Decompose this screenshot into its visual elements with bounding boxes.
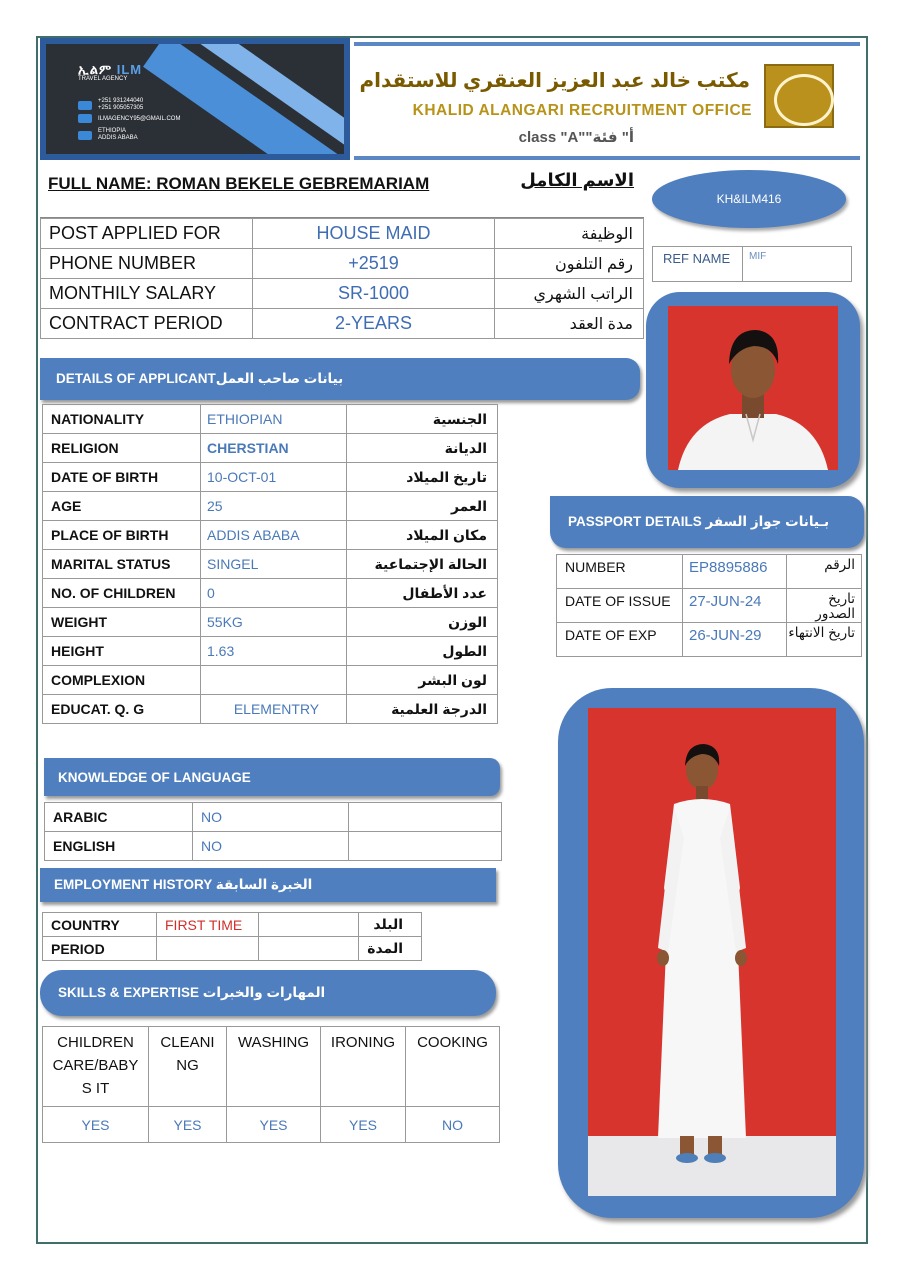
- agency-card: [40, 38, 350, 160]
- table-row: [43, 521, 498, 550]
- table-row: [45, 803, 502, 832]
- portrait-photo-frame: [646, 292, 860, 488]
- phone-label: PHONE NUMBER: [41, 249, 253, 279]
- salary-value: SR-1000: [253, 279, 495, 309]
- detail-value: 10-OCT-01: [201, 463, 347, 492]
- passport-number-label: NUMBER: [557, 555, 683, 589]
- ref-name-value: MIF: [749, 251, 767, 262]
- ref-name-label: REF NAME: [653, 247, 743, 281]
- agency-email: ILMAGENCY95@GMAIL.COM: [78, 114, 180, 123]
- table-row: [43, 937, 422, 961]
- table-row: [45, 832, 502, 861]
- office-name-arabic: مكتب خالد عبد العزيز العنقري للاستقدام: [359, 70, 750, 92]
- issue-date-label: DATE OF ISSUE: [557, 589, 683, 623]
- detail-value: 1.63: [201, 637, 347, 666]
- language-table: [44, 802, 502, 861]
- empty-cell: [349, 832, 502, 861]
- skills-section-header: SKILLS & EXPERTISE المهارات والخبرات: [40, 970, 496, 1016]
- contract-label: CONTRACT PERIOD: [41, 309, 253, 339]
- detail-label-ar: مكان الميلاد: [347, 521, 498, 550]
- full-name-arabic-label: الاسم الكامل: [520, 170, 634, 190]
- passport-table: [556, 554, 862, 657]
- language-section-header: KNOWLEDGE OF LANGUAGE: [44, 758, 500, 796]
- table-row: [43, 463, 498, 492]
- phone-label-ar: رقم التلفون: [495, 249, 644, 279]
- table-row: [557, 623, 862, 657]
- agency-logo: ኢልም ILM: [78, 62, 143, 77]
- office-logo: [764, 64, 834, 128]
- full-body-photo: [588, 708, 836, 1196]
- table-row: [43, 434, 498, 463]
- country-label: COUNTRY: [43, 913, 157, 937]
- expiry-date-value: 26-JUN-29: [683, 623, 787, 657]
- detail-value: 25: [201, 492, 347, 521]
- detail-label-ar: الدرجة العلمية: [347, 695, 498, 724]
- skill-value: YES: [43, 1107, 149, 1143]
- employment-table: [42, 912, 422, 961]
- table-row: [43, 579, 498, 608]
- detail-label-ar: الجنسية: [347, 405, 498, 434]
- ref-name-box: [652, 246, 852, 282]
- detail-label-ar: لون البشر: [347, 666, 498, 695]
- period-label: PERIOD: [43, 937, 157, 961]
- full-body-photo-frame: [558, 688, 864, 1218]
- table-row: [41, 309, 644, 339]
- table-row: [43, 666, 498, 695]
- skill-value: YES: [149, 1107, 227, 1143]
- passport-number-value: EP8895886: [683, 555, 787, 589]
- table-row: [43, 913, 422, 937]
- skill-name: CLEANI NG: [149, 1027, 227, 1107]
- table-row: [41, 219, 644, 249]
- issue-date-value: 27-JUN-24: [683, 589, 787, 623]
- applicant-details-table: [42, 404, 498, 724]
- phone-value: +2519: [253, 249, 495, 279]
- detail-value: SINGEL: [201, 550, 347, 579]
- language-label: ARABIC: [45, 803, 193, 832]
- detail-label: COMPLEXION: [43, 666, 201, 695]
- detail-label: PLACE OF BIRTH: [43, 521, 201, 550]
- phone-icon: [78, 101, 92, 110]
- employment-section-header: EMPLOYMENT HISTORY الخبرة السابقة: [40, 868, 496, 902]
- portrait-photo: [668, 306, 838, 470]
- language-label: ENGLISH: [45, 832, 193, 861]
- full-name: FULL NAME: ROMAN BEKELE GEBREMARIAM: [48, 174, 430, 193]
- post-label: POST APPLIED FOR: [41, 219, 253, 249]
- location-icon: [78, 131, 92, 140]
- detail-value: [201, 666, 347, 695]
- detail-value: ETHIOPIAN: [201, 405, 347, 434]
- table-row: [43, 695, 498, 724]
- salary-label-ar: الراتب الشهري: [495, 279, 644, 309]
- skills-table: [42, 1026, 500, 1143]
- language-value: NO: [193, 803, 349, 832]
- skills-header-row: [43, 1027, 500, 1107]
- table-row: [41, 279, 644, 309]
- table-row: [43, 492, 498, 521]
- detail-label: MARITAL STATUS: [43, 550, 201, 579]
- language-value: NO: [193, 832, 349, 861]
- detail-label: DATE OF BIRTH: [43, 463, 201, 492]
- detail-label: RELIGION: [43, 434, 201, 463]
- full-name-row: [40, 164, 644, 218]
- detail-value: ADDIS ABABA: [201, 521, 347, 550]
- detail-label-ar: تاريخ الميلاد: [347, 463, 498, 492]
- skill-name: CHILDREN CARE/BABYS IT: [43, 1027, 149, 1107]
- period-value: [157, 937, 259, 961]
- skills-value-row: [43, 1107, 500, 1143]
- reference-code: KH&ILM416: [652, 170, 846, 228]
- skill-name: WASHING: [227, 1027, 321, 1107]
- detail-label-ar: الديانة: [347, 434, 498, 463]
- table-row: [43, 550, 498, 579]
- applicant-section-header: DETAILS OF APPLICANTبيانات صاحب العمل: [40, 358, 640, 400]
- skill-value: YES: [321, 1107, 406, 1143]
- office-header: [354, 42, 860, 160]
- detail-value: CHERSTIAN: [201, 434, 347, 463]
- detail-value: ELEMENTRY: [201, 695, 347, 724]
- skill-name: COOKING: [406, 1027, 500, 1107]
- passport-section-header: PASSPORT DETAILS بـيانات جواز السفر: [550, 496, 864, 548]
- empty-cell: [259, 913, 359, 937]
- detail-label: EDUCAT. Q. G: [43, 695, 201, 724]
- detail-label: NATIONALITY: [43, 405, 201, 434]
- office-class: class "A""أ" فئة: [518, 129, 634, 146]
- detail-value: 0: [201, 579, 347, 608]
- detail-label-ar: الحالة الإجتماعية: [347, 550, 498, 579]
- passport-number-label-ar: الرقم: [787, 555, 862, 589]
- detail-label: HEIGHT: [43, 637, 201, 666]
- table-row: [41, 249, 644, 279]
- empty-cell: [349, 803, 502, 832]
- email-icon: [78, 114, 92, 123]
- contract-label-ar: مدة العقد: [495, 309, 644, 339]
- detail-label: WEIGHT: [43, 608, 201, 637]
- detail-label-ar: عدد الأطفال: [347, 579, 498, 608]
- table-row: [43, 405, 498, 434]
- country-label-ar: البلد: [359, 913, 422, 937]
- country-value: FIRST TIME: [157, 913, 259, 937]
- empty-cell: [259, 937, 359, 961]
- detail-label-ar: الوزن: [347, 608, 498, 637]
- skill-value: YES: [227, 1107, 321, 1143]
- period-label-ar: المدة: [359, 937, 422, 961]
- expiry-date-label-ar: تاريخ الانتهاء: [787, 623, 862, 657]
- skill-name: IRONING: [321, 1027, 406, 1107]
- issue-date-label-ar: تاريخ الصدور: [787, 589, 862, 623]
- skill-value: NO: [406, 1107, 500, 1143]
- salary-label: MONTHILY SALARY: [41, 279, 253, 309]
- office-name-english: KHALID ALANGARI RECRUITMENT OFFICE: [412, 102, 752, 119]
- detail-label-ar: العمر: [347, 492, 498, 521]
- table-row: [557, 589, 862, 623]
- post-label-ar: الوظيفة: [495, 219, 644, 249]
- expiry-date-label: DATE OF EXP: [557, 623, 683, 657]
- table-row: [43, 608, 498, 637]
- table-row: [43, 637, 498, 666]
- agency-subtitle: TRAVEL AGENCY: [78, 76, 128, 82]
- agency-location: ETHIOPIA ADDIS ABABA: [78, 128, 138, 142]
- table-row: [557, 555, 862, 589]
- agency-phones: +251 931244040 +251 905057305: [78, 98, 143, 112]
- post-info-table: [40, 218, 644, 339]
- detail-label-ar: الطول: [347, 637, 498, 666]
- detail-label: AGE: [43, 492, 201, 521]
- post-value: HOUSE MAID: [253, 219, 495, 249]
- contract-value: 2-YEARS: [253, 309, 495, 339]
- detail-value: 55KG: [201, 608, 347, 637]
- detail-label: NO. OF CHILDREN: [43, 579, 201, 608]
